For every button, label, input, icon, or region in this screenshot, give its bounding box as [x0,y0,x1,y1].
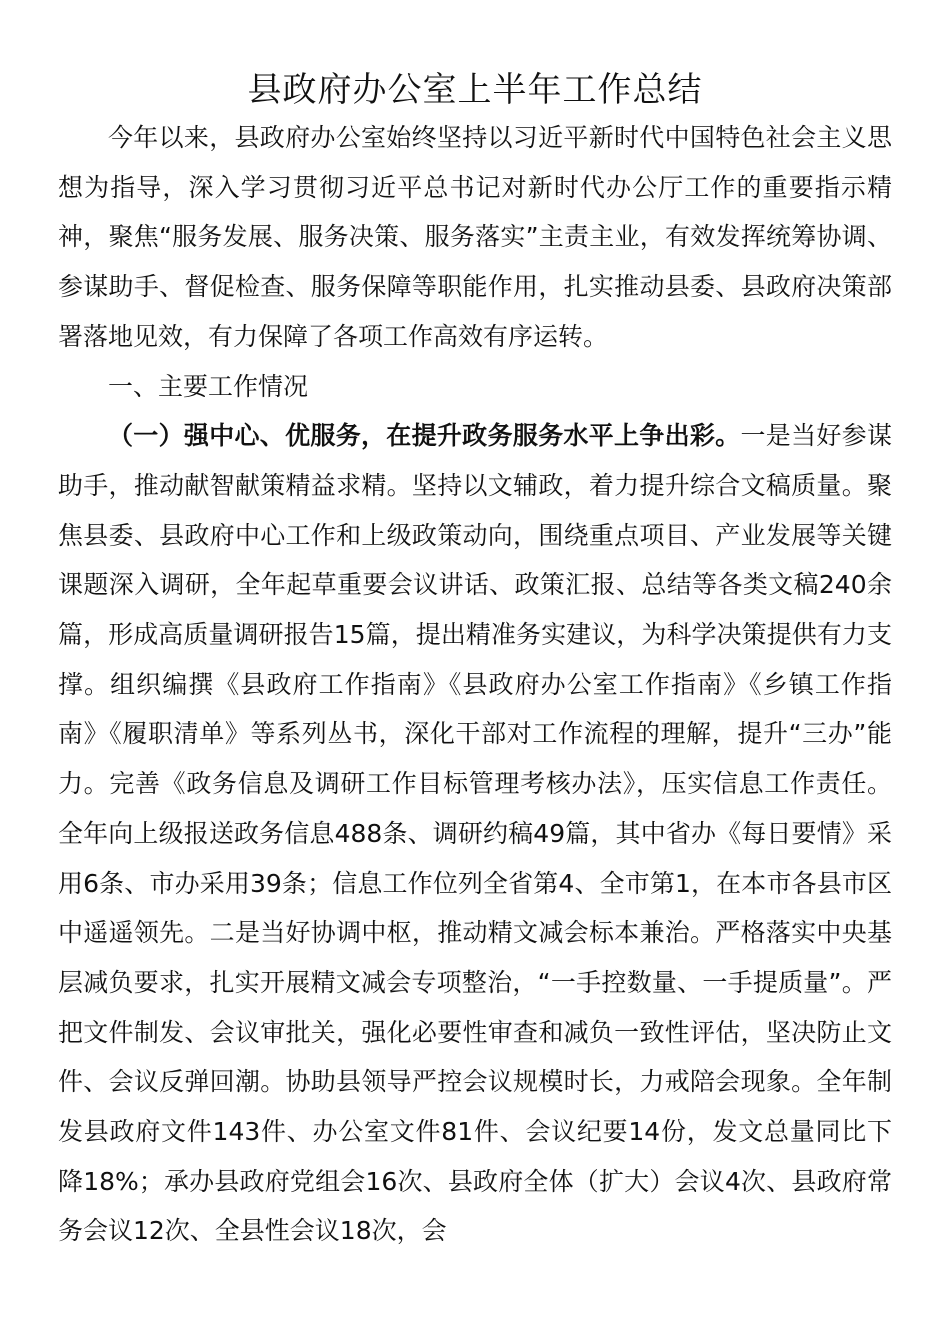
document-title: 县政府办公室上半年工作总结 [247,70,703,110]
document-body [58,113,892,1256]
subsection-lead: （一）强中心、优服务，在提升政务服务水平上争出彩。 [108,421,741,451]
subsection-body: 一是当好参谋助手，推动献智献策精益求精。坚持以文辅政，着力提升综合文稿质量。聚焦县委、县政府中心工作和上级政策动向，围绕重点项目、产业发展等关键课题深入调研，全年起草重要会议讲话、政策汇报、总结等各类文稿240余篇，形成高质量调研报告15篇，提出精准务实建议，为科学决策提供有力支撑。组织编撰《县政府工作指南》《县政府办公室工作指南》《乡镇工作指南》《履职清单》等系列丛书，深化干部对工作流程的理解，提升“三办”能力。完善《政务信息及调研工作目标管理考核办法》，压实信息工作责任。全年向上级报送政务信息488条、调研约稿49篇，其中省办《每日要情》采用6条、市办采用39条；信息工作位列全省第4、全市第1，在本市各县市区中遥遥领先。二是当好协调中枢，推动精文减会标本兼治。严格落实中央基层减负要求，扎实开展精文减会专项整治，“一手控数量、一手提质量”。严把文件制发、会议审批关，强化必要性审查和减负一致性评估，坚决防止文件、会议反弹回潮。协助县领导严控会议规模时长，力戒陪会现象。全年制发县政府文件143件、办公室文件81件、会议纪要14份，发文总量同比下降18%；承办县政府党组会16次、县政府全体（扩大）会议4次、县政府常务会议12次、全县性会议18次，会 [58,421,892,1246]
intro-paragraph: 今年以来，县政府办公室始终坚持以习近平新时代中国特色社会主义思想为指导，深入学习贯彻习近平总书记对新时代办公厅工作的重要指示精神，聚焦“服务发展、服务决策、服务落实”主责主业，有效发挥统筹协调、参谋助手、督促检查、服务保障等职能作用，扎实推动县委、县政府决策部署落地见效，有力保障了各项工作高效有序运转。 [58,123,892,351]
subsection-paragraph [58,411,892,1256]
section-heading: 一、主要工作情况 [108,371,309,401]
